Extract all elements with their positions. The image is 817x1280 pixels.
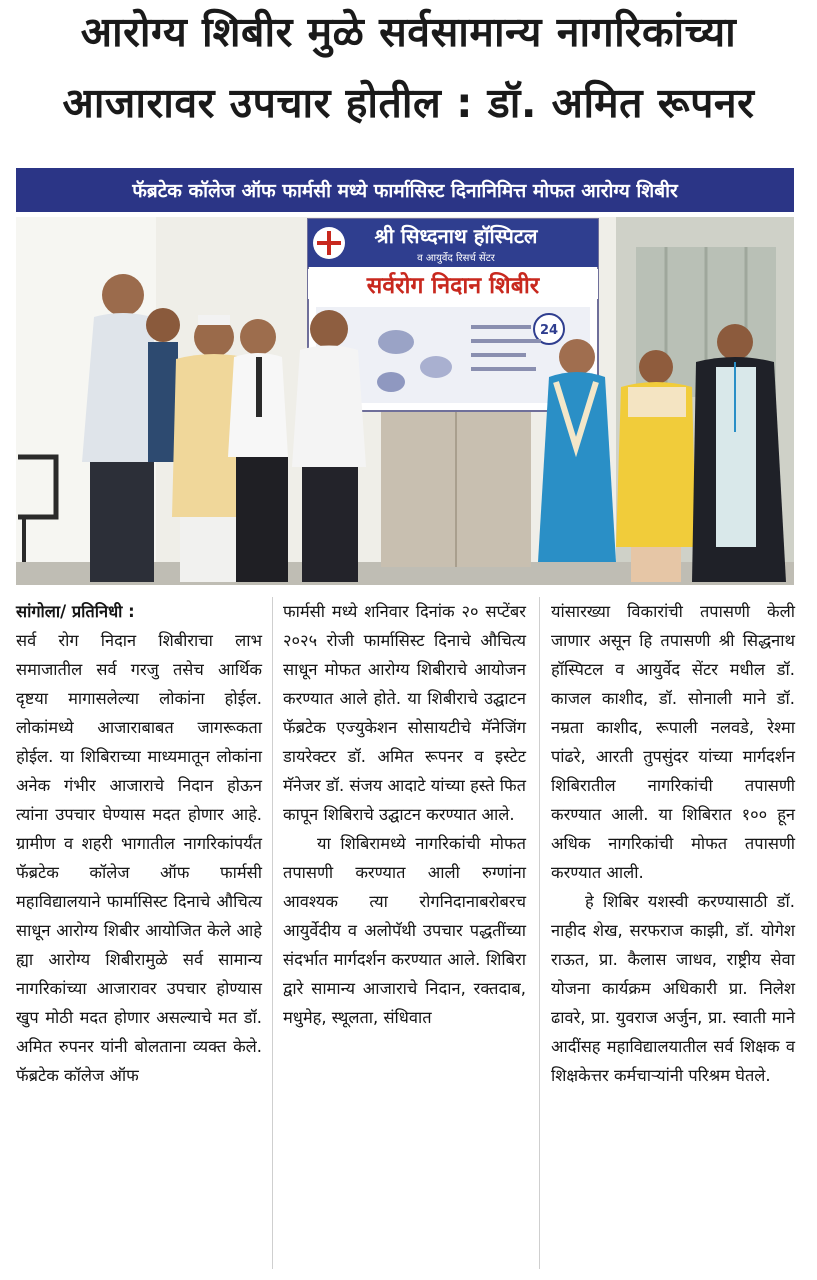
article-paragraph-5: हे शिबिर यशस्वी करण्यासाठी डॉ. नाहीद शेख, सरफराज काझी, डॉ. योगेश राऊत, प्रा. कैलास जाधव, राष्ट्रीय सेवा योजना कार्यक्रम अधिकारी प्रा. निलेश ढावरे, प्रा. युवराज अर्जुन, प्रा. स्वाती माने आदींसह महाविद्यालयातील सर्व शिक्षक व शिक्षकेत्तर कर्मचाऱ्यांनी परिश्रम घेतले. [551,892,795,1085]
article-paragraph-2: फार्मसी मध्ये शनिवार दिनांक २० सप्टेंबर २०२५ रोजी फार्मासिस्ट दिनाचे औचित्य साधून मोफत आरोग्य शिबीराचे आयोजन करण्यात आले होते. या शिबीराचे उद्घाटन फॅब्रटेक एज्युकेशन सोसायटीचे मॅनेजिंग डायरेक्टर डॉ. अमित रूपनर व इस्टेट मॅनेजर डॉ. संजय आदाटे यांच्या हस्ते फित कापून शिबिराचे उद्घाटन करण्यात आले. [283,602,526,824]
banner-subtitle: व आयुर्वेद रिसर्च सेंटर [417,253,495,264]
article-paragraph-1 [16,597,262,1090]
article-paragraph-4: यांसारख्या विकारांची तपासणी केली जाणार असून हि तपासणी श्री सिद्धनाथ हॉस्पिटल व आयुर्वेद सेंटर मधील डॉ. काजल काशीद, डॉ. सोनाली माने डॉ. नम्रता काशीद, रूपाली नलवडे, रेश्मा पांढरे, आरती तुपसुंदर यांच्या मार्गदर्शन शिबिरातील नागरिकांची तपासणी करण्यात आली. या शिबिरात १०० हून अधिक नागरिकांची मोफत तपासणी करण्यात आली. [551,602,795,882]
news-photo [16,217,794,585]
article-paragraph-3: या शिबिरामध्ये नागरिकांची मोफत तपासणी करण्यात आली रुग्णांना आवश्यक त्या रोगनिदानाबरोबरच आयुर्वेदीय व अलोपॅथी उपचार पद्धतींच्या संदर्भात मार्गदर्शन करण्यात आले. शिबिरा द्वारे सामान्य आजाराचे निदान, रक्तदाब, मधुमेह, स्थूलता, संधिवात [283,834,526,1027]
person-5 [292,310,366,582]
article-column-1 [16,597,262,1090]
subheadline: फॅब्रटेक कॉलेज ऑफ फार्मसी मध्ये फार्मासिस्ट दिनानिमित्त मोफत आरोग्य शिबीर [132,180,678,202]
person-4 [228,319,288,582]
headline-line-1: आरोग्य शिबीर मुळे सर्वसामान्य नागरिकांच्या [80,8,737,56]
person-8 [692,324,786,582]
banner-24-badge: 24 [539,323,559,338]
subheadline-bar [16,168,794,212]
dateline: सांगोला/ प्रतिनिधी : [16,602,135,621]
article-column-3 [551,597,795,1090]
headline-line-2: आजारावर उपचार होतील : डॉ. अमित रूपनर [62,79,755,127]
article-column-2 [283,597,526,1032]
column-rule-2 [539,597,540,1269]
news-photo-illustration [16,217,794,585]
headline [10,8,807,127]
column-rule-1 [272,597,273,1269]
banner-title: श्री सिध्दनाथ हॉस्पिटल [374,224,538,248]
banner-camp-title: सर्वरोग निदान शिबीर [366,273,540,299]
article-text-col1: सर्व रोग निदान शिबीराचा लाभ समाजातील सर्व गरजु तसेच आर्थिक दृष्टया मागासलेल्या लोकांना होईल. लोकांमध्ये आजाराबाबत जागरूकता होईल. या शिबिराच्या माध्यमातून लोकांना अनेक गंभीर आजाराचे निदान होऊन त्यांना उपचार घेण्यास मदत होणार आहे. ग्रामीण व शहरी भागातील नागरिकांपर्यंत फॅब्रटेक कॉलेज ऑफ फार्मसी महाविद्यालयाने फार्मासिस्ट दिनाचे औचित्य साधून आरोग्य शिबीर आयोजित केले आहे ह्या आरोग्य शिबीरामुळे सर्व सामान्य नागरिकांच्या आजारावर उपचार होण्यास खुप मोठी मदत होणार असल्याचे मत डॉ. अमित रुपनर यांनी बोलताना व्यक्त केले. फॅब्रटेक कॉलेज ऑफ [16,631,262,1085]
